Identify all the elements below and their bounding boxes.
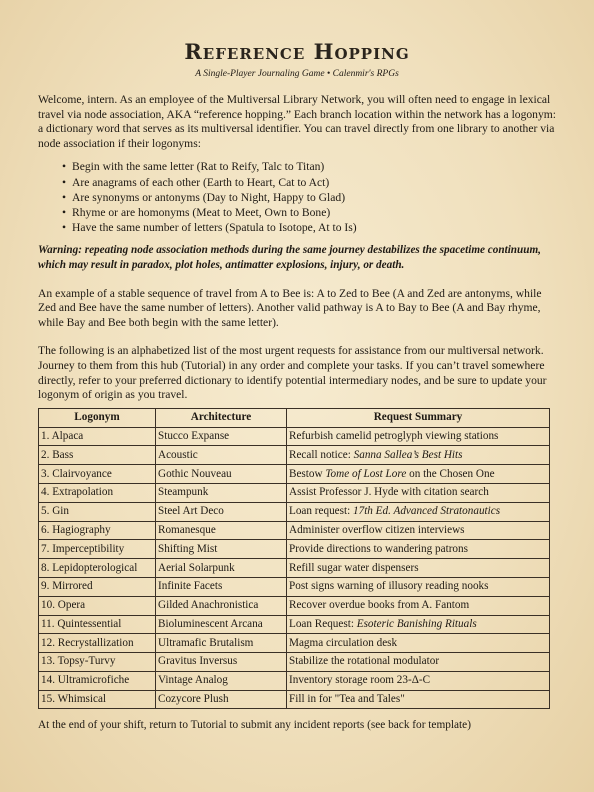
architecture-cell: Cozycore Plush	[156, 690, 287, 709]
document-page	[38, 40, 556, 732]
logonym-cell: 9. Mirrored	[39, 577, 156, 596]
logonym-cell: 6. Hagiography	[39, 521, 156, 540]
intro-paragraph: Welcome, intern. As an employee of the Multiversal Library Network, you will often need to engage in lexical travel via node association, AKA “reference hopping.” Each branch location within the network has a logonym: a dictionary word that serves as its multiversal identifier. You can travel directly from one library to another via node association if their logonyms:	[38, 93, 557, 150]
page-subtitle: A Single-Player Journaling Game • Calenmir's RPGs	[195, 69, 399, 79]
requests-table	[38, 408, 550, 710]
list-item: • Begin with the same letter (Rat to Reify, Talc to Titan)	[72, 159, 556, 174]
table-row	[39, 446, 550, 465]
request-text: Loan Request:	[289, 617, 357, 630]
list-item: • Rhyme or are homonyms (Meat to Meet, Own to Bone)	[72, 205, 556, 220]
table-row	[39, 653, 550, 672]
request-text: Fill in for "Tea and Tales"	[289, 693, 405, 706]
architecture-cell: Steampunk	[156, 483, 287, 502]
request-text: Recall notice:	[289, 448, 354, 461]
request-text: Refill sugar water dispensers	[289, 561, 419, 574]
table-row	[39, 671, 550, 690]
architecture-cell: Aerial Solarpunk	[156, 559, 287, 578]
request-title-italic: 17th Ed. Advanced Stratonautics	[353, 505, 501, 518]
logonym-cell: 2. Bass	[39, 446, 156, 465]
request-cell	[287, 483, 550, 502]
request-text: Provide directions to wandering patrons	[289, 542, 468, 555]
table-row	[39, 559, 550, 578]
request-cell	[287, 427, 550, 446]
page-title: Reference Hopping	[184, 39, 410, 64]
logonym-cell: 1. Alpaca	[39, 427, 156, 446]
request-title-italic: Esoteric Banishing Rituals	[356, 617, 477, 630]
logonym-cell: 10. Opera	[39, 596, 156, 615]
request-cell	[287, 615, 550, 634]
request-cell	[287, 671, 550, 690]
table-row	[39, 615, 550, 634]
request-text: Magma circulation desk	[289, 636, 398, 649]
architecture-cell: Gilded Anachronistica	[156, 596, 287, 615]
table-header-row	[39, 408, 550, 427]
list-item: • Are synonyms or antonyms (Day to Night, Happy to Glad)	[72, 190, 556, 205]
footer-note: At the end of your shift, return to Tutorial to submit any incident reports (see back for template)	[38, 719, 471, 732]
logonym-cell: 5. Gin	[39, 502, 156, 521]
column-header-architecture: Architecture	[156, 408, 287, 427]
request-text: Inventory storage room 23-Δ-C	[289, 674, 431, 687]
architecture-cell: Stucco Expanse	[156, 427, 287, 446]
example-paragraph: An example of a stable sequence of travel from A to Bee is: A to Zed to Bee (A and Zed are antonyms, while Zed and Bee have the same number of letters). Another valid pathway is A to Bay to Bee (A and Bay rhyme, while Bay and Bee both begin with the same letter).	[38, 286, 542, 329]
warning-paragraph: Warning: repeating node association methods during the same journey destabilizes the spacetime continuum, which may result in paradox, plot holes, antimatter explosions, injury, or death.	[38, 244, 541, 271]
table-row	[39, 634, 550, 653]
request-text: Stabilize the rotational modulator	[289, 655, 440, 668]
request-cell	[287, 540, 550, 559]
architecture-cell: Ultramafic Brutalism	[156, 634, 287, 653]
architecture-cell: Romanesque	[156, 521, 287, 540]
request-text: Refurbish camelid petroglyph viewing stations	[289, 429, 499, 442]
request-cell	[287, 596, 550, 615]
logonym-cell: 7. Imperceptibility	[39, 540, 156, 559]
request-cell	[287, 577, 550, 596]
table-row	[39, 521, 550, 540]
architecture-cell: Shifting Mist	[156, 540, 287, 559]
request-cell	[287, 465, 550, 484]
architecture-cell: Acoustic	[156, 446, 287, 465]
table-row	[39, 502, 550, 521]
table-row	[39, 483, 550, 502]
architecture-cell: Steel Art Deco	[156, 502, 287, 521]
logonym-cell: 3. Clairvoyance	[39, 465, 156, 484]
rules-list	[38, 159, 556, 235]
logonym-cell: 15. Whimsical	[39, 690, 156, 709]
request-text: Assist Professor J. Hyde with citation search	[289, 486, 489, 499]
list-item: • Are anagrams of each other (Earth to Heart, Cat to Act)	[72, 175, 556, 190]
architecture-cell: Gothic Nouveau	[156, 465, 287, 484]
logonym-cell: 14. Ultramicrofiche	[39, 671, 156, 690]
request-text: Loan request:	[289, 505, 353, 518]
architecture-cell: Infinite Facets	[156, 577, 287, 596]
column-header-request: Request Summary	[287, 408, 550, 427]
request-cell	[287, 521, 550, 540]
column-header-logonym: Logonym	[39, 408, 156, 427]
list-item: • Have the same number of letters (Spatula to Isotope, At to Is)	[72, 220, 556, 235]
table-row	[39, 540, 550, 559]
request-cell	[287, 634, 550, 653]
request-text: Post signs warning of illusory reading nooks	[289, 580, 489, 593]
logonym-cell: 4. Extrapolation	[39, 483, 156, 502]
request-cell	[287, 446, 550, 465]
request-text-tail: on the Chosen One	[406, 467, 495, 480]
request-title-italic: Sanna Sallea’s Best Hits	[353, 448, 463, 461]
table-row	[39, 465, 550, 484]
request-cell	[287, 653, 550, 672]
logonym-cell: 13. Topsy-Turvy	[39, 653, 156, 672]
request-cell	[287, 690, 550, 709]
table-row	[39, 427, 550, 446]
request-text: Administer overflow citizen interviews	[289, 523, 465, 536]
table-row	[39, 690, 550, 709]
logonym-cell: 12. Recrystallization	[39, 634, 156, 653]
logonym-cell: 11. Quintessential	[39, 615, 156, 634]
logonym-cell: 8. Lepidopterological	[39, 559, 156, 578]
architecture-cell: Vintage Analog	[156, 671, 287, 690]
architecture-cell: Gravitus Inversus	[156, 653, 287, 672]
table-row	[39, 596, 550, 615]
request-cell	[287, 559, 550, 578]
architecture-cell: Bioluminescent Arcana	[156, 615, 287, 634]
request-cell	[287, 502, 550, 521]
request-text: Recover overdue books from A. Fantom	[289, 599, 470, 612]
request-text: Bestow	[289, 467, 326, 480]
list-intro-paragraph: The following is an alphabetized list of the most urgent requests for assistance from our multiversal network. Journey to them from this hub (Tutorial) in any order and complete your tasks. If you can’t travel somewhere directly, refer to your preferred dictionary to identify potential intermediary nodes, and be sure to update your logonym of origin as you travel.	[38, 344, 547, 402]
request-title-italic: Tome of Lost Lore	[325, 467, 407, 480]
table-row	[39, 577, 550, 596]
